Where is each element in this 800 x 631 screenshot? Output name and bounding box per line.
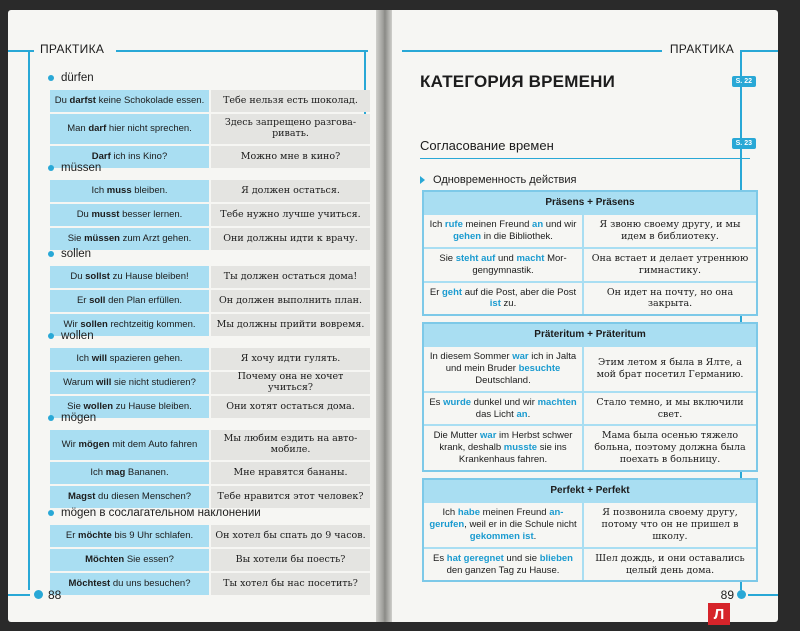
bullet-icon [48,510,54,516]
russian-translation: Стало темно, и мы включили свет. [596,396,744,420]
german-sentence [424,283,584,315]
german-sentence [50,204,209,226]
text-fragment: in die Bibliothek. [481,230,553,242]
table-row [424,281,756,315]
russian-translation: Он идет на почту, но она закрыта. [606,286,734,310]
verb-label: mögen в сослагательном наклонении [61,507,261,519]
text-fragment: Du [54,94,70,106]
highlighted-verb: machten [537,396,577,408]
page-number-left: 88 [48,588,62,602]
example-row [50,266,370,288]
german-sentence [50,180,209,202]
russian-translation: Они хотят остаться дома. [211,396,370,418]
example-list [50,266,370,338]
text-fragment: In diesem Sommer [429,351,513,362]
example-list [50,348,370,420]
german-sentence [50,372,209,394]
text-fragment: im Herbst schwer krank, deshalb [439,430,573,454]
tense-table [422,322,758,472]
right-footer-rule [748,594,778,596]
right-header-rule-short [742,50,778,52]
russian-translation: Я должен остаться. [211,180,370,202]
highlighted-verb: gekommen ist [469,530,534,542]
text-fragment: meinen Freund [480,507,550,518]
page-title: КАТЕГОРИЯ ВРЕМЕНИ [420,72,616,91]
highlighted-verb: habe [457,507,481,518]
bullet-icon [48,415,54,421]
highlighted-verb: möchte [78,529,112,541]
left-page [8,10,376,622]
highlighted-verb: steht auf [455,252,496,264]
left-header-rule-short [8,50,34,52]
verb-heading [48,507,261,519]
german-sentence [424,426,584,470]
highlighted-verb: angerufen [429,507,564,530]
highlighted-verb: muss [106,184,132,196]
highlighted-verb: darf [88,122,107,134]
russian-translation: Ты хотел бы нас посетить? [211,573,370,595]
highlighted-verb: musste [503,442,538,454]
verb-label: wollen [61,330,94,342]
german-sentence [50,290,209,312]
table-row [424,345,756,391]
section-subtitle: Согласование времен [420,138,554,153]
left-side-rule [28,50,30,590]
text-fragment: Er [429,286,442,298]
text-fragment: Ich [76,352,92,364]
text-fragment: Es [429,396,444,408]
text-fragment: Deutschland. [475,374,531,386]
text-fragment: das Licht [475,408,517,420]
russian-translation: Они должны идти к врачу. [211,228,370,250]
ref-tag-1: S. 22 [732,76,756,87]
russian-translation: Вы хотели бы поесть? [211,549,370,571]
text-fragment: zu Hause bleiben. [113,400,192,412]
highlighted-verb: rufe [444,219,463,230]
text-fragment: Er [65,529,78,541]
text-fragment: keine Schokolade essen. [95,94,205,106]
text-fragment: sie ins Krankenhaus fahren. [458,442,567,466]
russian-translation: Она встает и делает утреннюю гимнастику. [591,252,749,276]
text-fragment: Wir [63,318,81,330]
right-header: ПРАКТИКА [669,42,734,56]
german-sentence [50,462,209,484]
highlighted-verb: blieben [539,552,573,564]
table-heading: Präteritum + Präteritum [424,324,756,345]
text-fragment: zum Arzt gehen. [119,232,192,244]
bullet-icon [48,333,54,339]
book-gutter [376,10,392,622]
text-fragment: ich in Jalta und mein Bruder [445,351,577,374]
text-fragment: besser lernen. [119,208,183,220]
example-row [50,290,370,312]
text-fragment: den Plan erfüllen. [105,294,183,306]
text-fragment: Sie [439,252,456,264]
russian-translation: Можно мне в кино? [211,146,370,168]
verb-heading [48,72,94,84]
highlighted-verb: Magst [67,490,96,502]
highlighted-verb: an [516,408,528,420]
text-fragment: dunkel und wir [471,396,538,408]
highlighted-verb: darfst [69,94,96,106]
table-row [424,501,756,547]
text-fragment: Du [70,270,86,282]
text-fragment: bis 9 Uhr schlafen. [111,529,194,541]
german-sentence [50,525,209,547]
example-row [50,314,370,336]
german-sentence [424,347,584,391]
table-heading: Präsens + Präsens [424,192,756,213]
highlighted-verb: war [512,351,529,362]
text-fragment: den ganzen Tag zu Hause. [446,564,560,576]
text-fragment: auf die Post, aber die Post [462,286,577,298]
example-list [50,430,370,510]
text-fragment: Sie [67,232,85,244]
text-fragment: Ich [90,466,106,478]
table-heading: Perfekt + Perfekt [424,480,756,501]
russian-translation: Мама была осенью тяжело больна, поэтому должна была поехать в больницу. [594,430,746,466]
russian-translation: Здесь запрещено разговаривать. [211,114,370,144]
russian-translation: Он должен выполнить план. [211,290,370,312]
german-sentence [424,549,584,581]
ref-tag-2: S. 23 [732,138,756,149]
highlighted-verb: will [96,376,112,388]
russian-translation: Мне нравятся бананы. [211,462,370,484]
example-list [50,525,370,597]
left-header: ПРАКТИКА [40,42,105,56]
highlighted-verb: gehen [453,230,482,242]
german-sentence [424,215,584,247]
publisher-logo: Л [708,603,730,625]
text-fragment: Bananen. [125,466,169,478]
text-fragment: Ich [429,219,445,230]
highlighted-verb: sollen [80,318,108,330]
russian-translation: Мы любим ездить на автомобиле. [211,430,370,460]
table-row [424,424,756,470]
bullet-icon [48,251,54,257]
highlighted-verb: mag [105,466,126,478]
highlighted-verb: mögen [78,438,110,450]
text-fragment: Sie [67,400,84,412]
text-fragment: Du [76,208,92,220]
russian-translation: Ты должен остаться дома! [211,266,370,288]
text-fragment: . [527,408,531,420]
right-header-rule [402,50,662,52]
text-fragment: Er [76,294,90,306]
verb-label: dürfen [61,72,94,84]
verb-heading [48,248,91,260]
text-fragment: meinen Freund [462,219,533,230]
right-page [392,10,778,622]
verb-heading [48,162,101,174]
example-row [50,573,370,595]
text-fragment: Man [67,122,89,134]
text-fragment: Ich [91,184,107,196]
russian-translation: Я звоню своему другу, и мы идем в библиотеку. [599,219,741,242]
left-header-rule [116,50,368,52]
text-fragment: ich ins Kino? [110,150,168,162]
text-fragment: Die Mutter [433,430,481,442]
highlighted-verb: wurde [443,396,472,408]
german-sentence [50,549,209,571]
german-sentence [50,228,209,250]
arrow-icon [420,176,425,184]
verb-heading [48,412,96,424]
text-fragment: Warum [63,376,97,388]
example-row [50,525,370,547]
highlighted-verb: macht [516,252,545,264]
highlighted-verb: sollst [85,270,110,282]
text-fragment: Ich [442,507,458,518]
page-dot-left [34,590,43,599]
text-fragment: du uns besuchen? [110,577,191,589]
german-sentence [424,249,584,281]
text-fragment: und sie [503,552,540,564]
page-dot-right [737,590,746,599]
german-sentence [50,486,209,508]
verb-label: mögen [61,412,97,424]
german-sentence [50,114,209,144]
german-sentence [50,348,209,370]
highlighted-verb: besuchte [518,362,561,374]
text-fragment: Wir [61,438,79,450]
russian-translation: Он хотел бы спать до 9 часов. [211,525,370,547]
text-fragment: , weil er in die Schule nicht [464,518,577,530]
example-row [50,462,370,484]
verb-label: sollen [61,248,92,260]
russian-translation: Тебе нужно лучше учиться. [211,204,370,226]
highlighted-verb: musst [91,208,120,220]
example-row [50,228,370,250]
highlighted-verb: soll [89,294,106,306]
example-list [50,180,370,252]
text-fragment: zu Hause bleiben! [109,270,189,282]
russian-translation: Тебе нравится этот человек? [211,486,370,508]
section-label-text: Одновременность действия [433,174,577,186]
highlighted-verb: geht [442,286,463,298]
bullet-icon [48,75,54,81]
example-row [50,180,370,202]
section-label [420,174,576,186]
example-row [50,396,370,418]
example-row [50,430,370,460]
example-row [50,372,370,394]
text-fragment: hier nicht sprechen. [106,122,192,134]
russian-translation: Тебе нельзя есть шоколад. [211,90,370,112]
highlighted-verb: hat geregnet [446,552,504,564]
highlighted-verb: an [532,219,544,230]
german-sentence [50,90,209,112]
russian-translation: Шел дождь, и они оставались целый день дома. [595,552,745,576]
german-sentence [50,573,209,595]
highlighted-verb: Möchtest [68,577,111,589]
page-number-right: 89 [720,588,734,602]
text-fragment: Morgengymnastik. [472,252,567,276]
german-sentence [424,503,584,547]
bullet-icon [48,165,54,171]
russian-translation: Я позвонила своему другу, потому что он не пришел в школу. [601,507,739,542]
highlighted-verb: Darf [91,150,111,162]
text-fragment: . [533,530,537,542]
russian-translation: Почему она не хочет учиться? [211,372,370,394]
highlighted-verb: will [91,352,108,364]
verb-label: müssen [61,162,102,174]
highlighted-verb: müssen [84,232,120,244]
example-row [50,549,370,571]
highlighted-verb: wollen [83,400,114,412]
tense-table [422,190,758,316]
table-row [424,547,756,581]
german-sentence [50,430,209,460]
german-sentence [50,266,209,288]
subtitle-rule [420,158,750,159]
verb-heading [48,330,94,342]
table-row [424,213,756,247]
russian-translation: Мы должны прийти вовремя. [211,314,370,336]
text-fragment: spazieren gehen. [107,352,183,364]
table-row [424,391,756,425]
text-fragment: und [495,252,517,264]
highlighted-verb: ist [489,298,501,310]
text-fragment: mit dem Auto fahren [109,438,198,450]
table-row [424,247,756,281]
highlighted-verb: Möchten [85,553,125,565]
text-fragment: Sie essen? [124,553,174,565]
example-row [50,486,370,508]
tense-table [422,478,758,582]
text-fragment: bleiben. [131,184,168,196]
example-row [50,204,370,226]
example-list [50,90,370,170]
russian-translation: Этим летом я была в Ялте, а мой брат посетил Германию. [596,356,744,380]
text-fragment: zu. [500,298,517,310]
text-fragment: rechtzeitig kommen. [107,318,196,330]
example-row [50,114,370,144]
text-fragment: sie nicht studieren? [111,376,196,388]
text-fragment: und wir [543,219,577,230]
russian-translation: Я хочу идти гулять. [211,348,370,370]
left-footer-rule [8,594,30,596]
german-sentence [424,393,584,425]
example-row [50,90,370,112]
text-fragment: Es [433,552,447,564]
example-row [50,348,370,370]
highlighted-verb: war [480,430,497,442]
text-fragment: du diesen Menschen? [95,490,192,502]
